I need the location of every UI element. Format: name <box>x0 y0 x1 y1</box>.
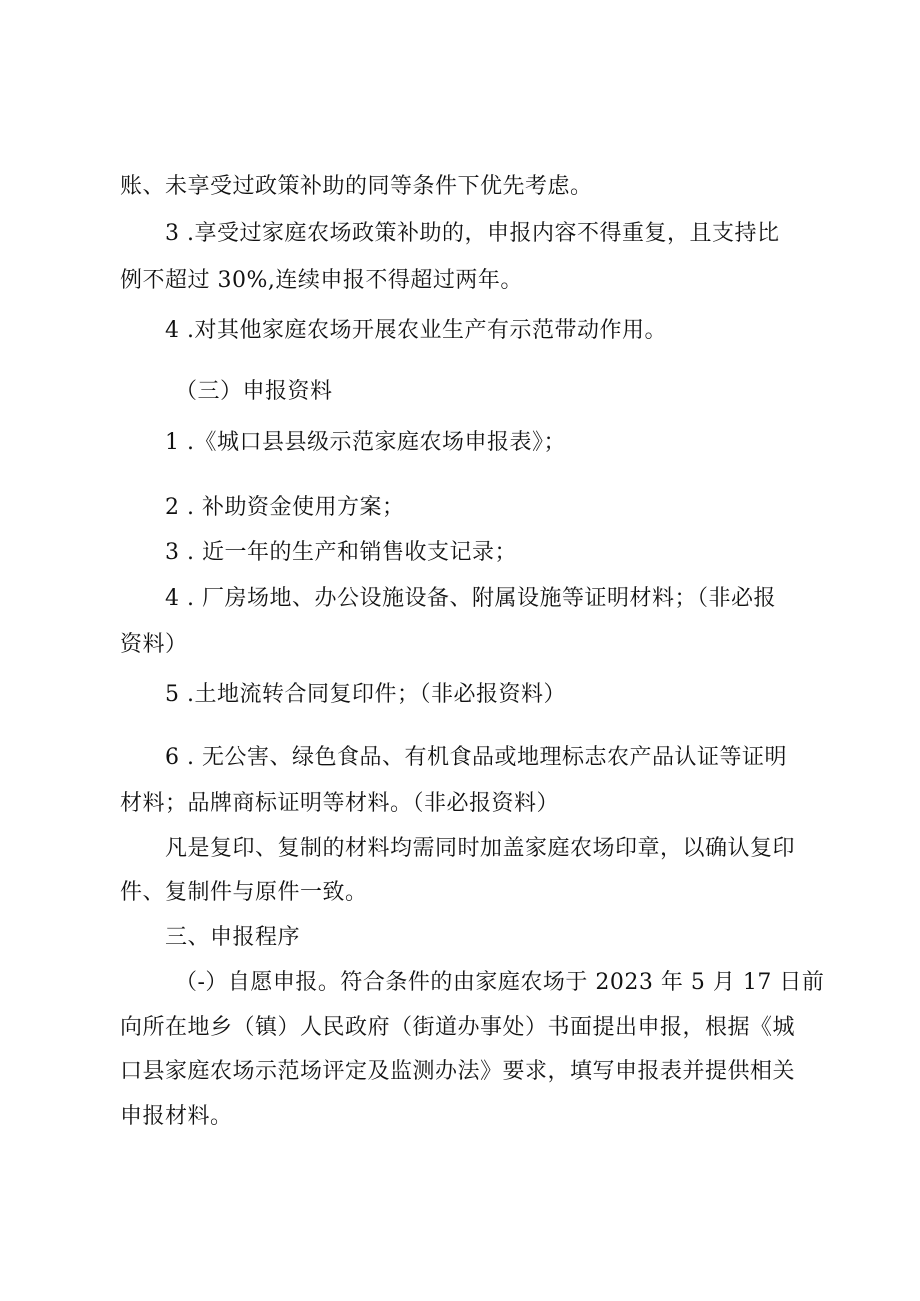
text-line: 例不超过 30%,连续申报不得超过两年。 <box>120 268 523 293</box>
text-line: 材料；品牌商标证明等材料。（非必报资料） <box>120 791 560 816</box>
section-heading: （三）申报资料 <box>175 379 333 404</box>
section-heading: 三、申报程序 <box>165 925 301 950</box>
text-line: 凡是复印、复制的材料均需同时加盖家庭农场印章，以确认复印 <box>165 836 796 861</box>
text-line: （-）自愿申报。符合条件的由家庭农场于 2023 年 5 月 17 日前 <box>175 970 825 995</box>
text-line: 申报材料。 <box>120 1104 233 1129</box>
text-line: 资料） <box>120 632 188 657</box>
text-line: 3 .享受过家庭农场政策补助的，申报内容不得重复，且支持比 <box>165 221 780 246</box>
text-line: 5 .土地流转合同复印件；（非必报资料） <box>165 682 566 707</box>
text-line: 4 .对其他家庭农场开展农业生产有示范带动作用。 <box>165 318 667 343</box>
text-line: 3 . 近一年的生产和销售收支记录； <box>165 540 517 565</box>
text-line: 向所在地乡（镇）人民政府（街道办事处）书面提出申报，根据《城 <box>120 1015 796 1040</box>
text-line: 2 . 补助资金使用方案； <box>165 495 405 520</box>
text-line: 6 . 无公害、绿色食品、有机食品或地理标志农产品认证等证明 <box>165 745 787 770</box>
text-line: 账、未享受过政策补助的同等条件下优先考虑。 <box>120 174 593 199</box>
text-line: 件、复制件与原件一致。 <box>120 880 368 905</box>
text-line: 口县家庭农场示范场评定及监测办法》要求，填写申报表并提供相关 <box>120 1059 796 1084</box>
text-line: 4 . 厂房场地、办公设施设备、附属设施等证明材料；（非必报 <box>165 586 776 611</box>
text-line: 1 .《城口县县级示范家庭农场申报表》； <box>165 430 566 455</box>
